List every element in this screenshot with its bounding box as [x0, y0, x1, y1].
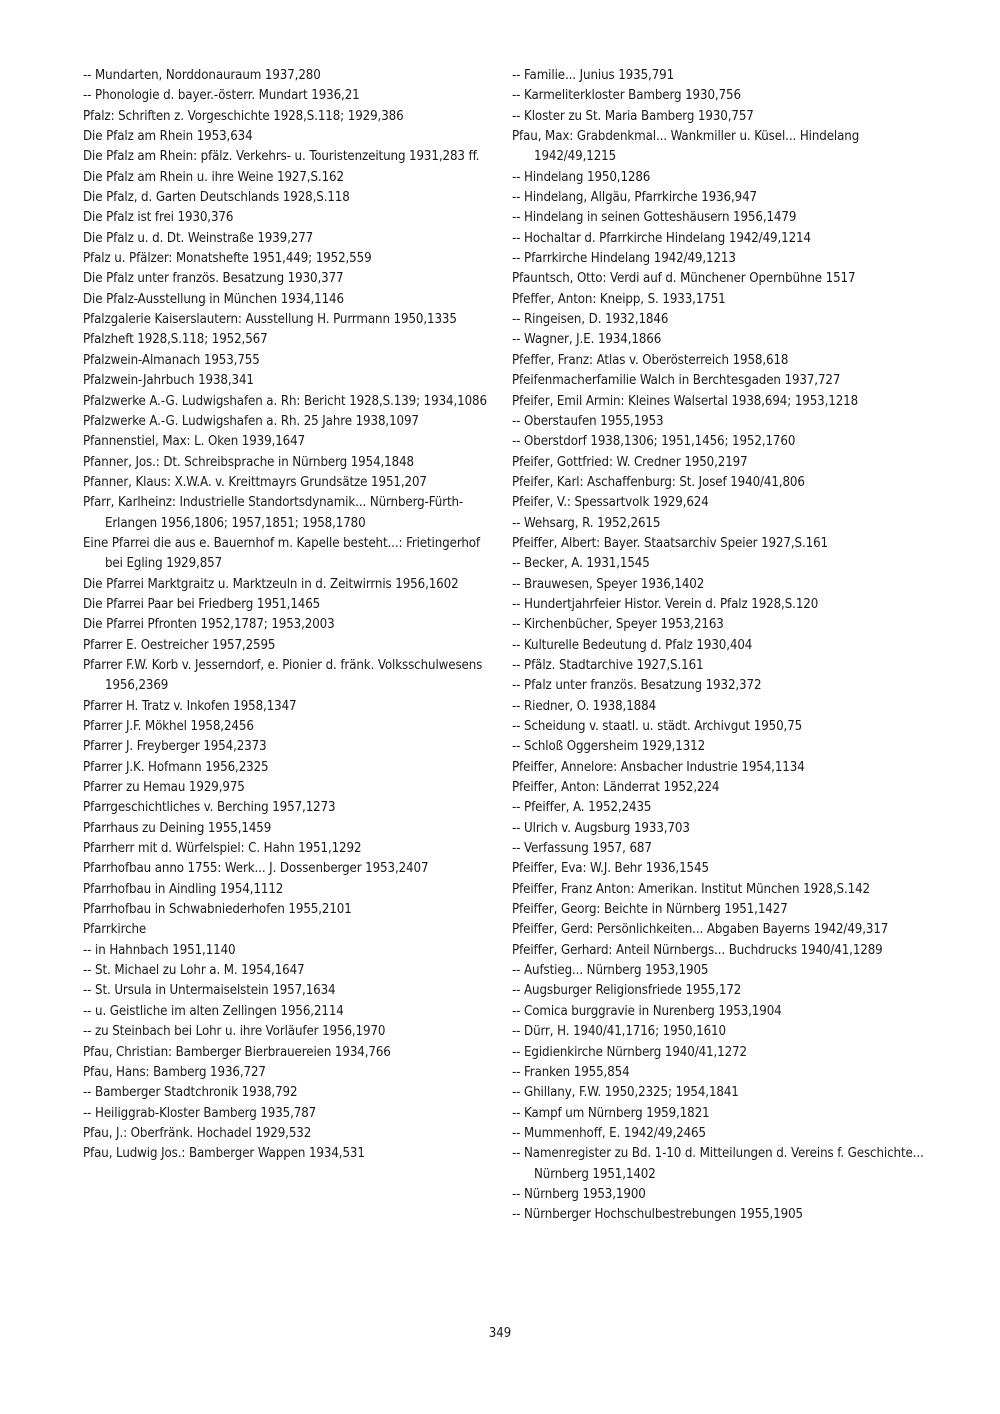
index-entry: -- zu Steinbach bei Lohr u. ihre Vorläufer 1956,1970: [83, 1024, 386, 1040]
index-entry: -- Kirchenbücher, Speyer 1953,2163: [512, 617, 724, 633]
index-entry: Pfeifer, Karl: Aschaffenburg: St. Josef 1940/41,806: [512, 474, 805, 490]
index-entry: Die Pfarrei Pfronten 1952,1787; 1953,2003: [83, 617, 335, 633]
index-entry: -- Egidienkirche Nürnberg 1940/41,1272: [512, 1044, 747, 1060]
index-entry: Pfanner, Klaus: X.W.A. v. Kreittmayrs Grundsätze 1951,207: [83, 474, 427, 490]
index-entry: -- Ulrich v. Augsburg 1933,703: [512, 820, 690, 836]
index-entry: -- Ringeisen, D. 1932,1846: [512, 312, 669, 328]
index-entry: -- Riedner, O. 1938,1884: [512, 698, 657, 714]
index-entry: -- Becker, A. 1931,1545: [512, 556, 650, 572]
index-entry: Pfeffer, Anton: Kneipp, S. 1933,1751: [512, 291, 726, 307]
index-entry: -- Wagner, J.E. 1934,1866: [512, 332, 662, 348]
index-entry: Pfeiffer, Annelore: Ansbacher Industrie 1954,1134: [512, 759, 805, 775]
index-entry: -- u. Geistliche im alten Zellingen 1956,2114: [83, 1003, 344, 1019]
index-entry: -- Hindelang 1950,1286: [512, 169, 651, 185]
index-entry: Die Pfalz u. d. Dt. Weinstraße 1939,277: [83, 230, 314, 246]
index-entry: Die Pfalz unter französ. Besatzung 1930,377: [83, 271, 344, 287]
index-entry: Pfau, Christian: Bamberger Bierbrauereien 1934,766: [83, 1044, 391, 1060]
index-entry: Die Pfalz am Rhein u. ihre Weine 1927,S.162: [83, 169, 344, 185]
index-entry: Pfarrherr mit d. Würfelspiel: C. Hahn 1951,1292: [83, 841, 362, 857]
index-entry: Die Pfarrei Paar bei Friedberg 1951,1465: [83, 596, 321, 612]
index-entry: -- Oberstaufen 1955,1953: [512, 413, 664, 429]
index-entry: -- St. Ursula in Untermaiselstein 1957,1634: [83, 983, 336, 999]
index-entry: Pfau, Ludwig Jos.: Bamberger Wappen 1934,531: [83, 1146, 365, 1162]
index-entry: Pfalz: Schriften z. Vorgeschichte 1928,S.118; 1929,386: [83, 108, 404, 124]
index-entry: Pfeiffer, Gerhard: Anteil Nürnbergs... Buchdrucks 1940/41,1289: [512, 942, 883, 958]
index-entry: Die Pfalz-Ausstellung in München 1934,1146: [83, 291, 344, 307]
index-entry: -- Nürnberger Hochschulbestrebungen 1955,1905: [512, 1207, 804, 1223]
index-entry: -- Bamberger Stadtchronik 1938,792: [83, 1085, 298, 1101]
index-entry: -- Hochaltar d. Pfarrkirche Hindelang 1942/49,1214: [512, 230, 811, 246]
index-entry: Pfalzwerke A.-G. Ludwigshafen a. Rh: Bericht 1928,S.139; 1934,1086: [83, 393, 487, 409]
index-entry: Pfalzwerke A.-G. Ludwigshafen a. Rh. 25 Jahre 1938,1097: [83, 413, 419, 429]
index-entry: -- Kloster zu St. Maria Bamberg 1930,757: [512, 108, 754, 124]
index-entry: Pfeifer, Emil Armin: Kleines Walsertal 1938,694; 1953,1218: [512, 393, 859, 409]
index-entry: -- in Hahnbach 1951,1140: [83, 942, 236, 958]
index-entry: Pfeiffer, Georg: Beichte in Nürnberg 1951,1427: [512, 902, 788, 918]
index-entry: -- Mundarten, Norddonauraum 1937,280: [83, 68, 321, 83]
index-entry: Pfanner, Jos.: Dt. Schreibsprache in Nürnberg 1954,1848: [83, 454, 414, 470]
index-entry: -- Kampf um Nürnberg 1959,1821: [512, 1105, 710, 1121]
index-entry: Pfarrer J.K. Hofmann 1956,2325: [83, 759, 269, 775]
index-entry: -- Schloß Oggersheim 1929,1312: [512, 739, 706, 755]
index-entry: Pfarrkirche: [83, 922, 147, 938]
index-entry: Pfarrer E. Oestreicher 1957,2595: [83, 637, 276, 653]
index-entry: -- Pfälz. Stadtarchive 1927,S.161: [512, 657, 704, 673]
index-entry: Pfarrgeschichtliches v. Berching 1957,1273: [83, 800, 336, 816]
index-entry: -- Ghillany, F.W. 1950,2325; 1954,1841: [512, 1085, 739, 1101]
index-entry: -- Hundertjahrfeier Histor. Verein d. Pfalz 1928,S.120: [512, 596, 819, 612]
index-entry: Pfalzwein-Almanach 1953,755: [83, 352, 260, 368]
index-entry: Pfeifenmacherfamilie Walch in Berchtesgaden 1937,727: [512, 373, 841, 389]
index-entry: Pfau, J.: Oberfränk. Hochadel 1929,532: [83, 1125, 312, 1141]
index-entry: -- Pfarrkirche Hindelang 1942/49,1213: [512, 251, 736, 267]
index-entry: Die Pfarrei Marktgraitz u. Marktzeuln in d. Zeitwirrnis 1956,1602: [83, 576, 459, 592]
index-entry: -- Pfeiffer, A. 1952,2435: [512, 800, 652, 816]
index-entry: Pfarrhofbau anno 1755: Werk... J. Dossenberger 1953,2407: [83, 861, 429, 877]
index-entry: -- Kulturelle Bedeutung d. Pfalz 1930,404: [512, 637, 753, 653]
index-entry: Pfarrhofbau in Schwabniederhofen 1955,2101: [83, 902, 352, 918]
index-entry: Pfarrer J.F. Mökhel 1958,2456: [83, 719, 254, 734]
index-entry: -- Dürr, H. 1940/41,1716; 1950,1610: [512, 1024, 726, 1040]
index-entry: Pfau, Hans: Bamberg 1936,727: [83, 1064, 266, 1080]
index-entry: Pfeiffer, Gerd: Persönlichkeiten... Abgaben Bayerns 1942/49,317: [512, 922, 889, 938]
index-entry: -- Wehsarg, R. 1952,2615: [512, 515, 661, 531]
index-entry: Pfannenstiel, Max: L. Oken 1939,1647: [83, 434, 306, 450]
index-entry: -- Heiliggrab-Kloster Bamberg 1935,787: [83, 1105, 317, 1121]
index-entry: Pfarrhofbau in Aindling 1954,1112: [83, 881, 284, 897]
index-entry: -- Oberstdorf 1938,1306; 1951,1456; 1952,1760: [512, 434, 796, 450]
index-entry: Pfeiffer, Anton: Länderrat 1952,224: [512, 780, 720, 796]
index-entry: -- Scheidung v. staatl. u. städt. Archivgut 1950,75: [512, 719, 803, 734]
index-column-left: [83, 66, 493, 1165]
index-entry: Pfarrer F.W. Korb v. Jesserndorf, e. Pionier d. fränk. Volksschulwesens 1956,2369: [83, 657, 483, 694]
index-entry: -- St. Michael zu Lohr a. M. 1954,1647: [83, 963, 305, 979]
index-entry: -- Franken 1955,854: [512, 1064, 630, 1080]
index-entry: Pfeffer, Franz: Atlas v. Oberösterreich 1958,618: [512, 352, 789, 368]
index-entry: -- Hindelang in seinen Gotteshäusern 1956,1479: [512, 210, 797, 226]
index-entry: Pfarrer H. Tratz v. Inkofen 1958,1347: [83, 698, 297, 714]
index-entry: Pfeiffer, Eva: W.J. Behr 1936,1545: [512, 861, 709, 877]
index-entry: Pfarrhaus zu Deining 1955,1459: [83, 820, 272, 836]
index-entry: -- Namenregister zu Bd. 1-10 d. Mitteilungen d. Vereins f. Geschichte... Nürnberg 1951,1402: [512, 1146, 924, 1182]
index-entry: -- Augsburger Religionsfriede 1955,172: [512, 983, 742, 999]
index-entry: Die Pfalz ist frei 1930,376: [83, 210, 234, 226]
index-entry: Pfeiffer, Albert: Bayer. Staatsarchiv Speier 1927,S.161: [512, 535, 828, 551]
index-entry: -- Pfalz unter französ. Besatzung 1932,372: [512, 678, 762, 694]
index-entry: Die Pfalz am Rhein: pfälz. Verkehrs- u. Touristenzeitung 1931,283 ff.: [83, 149, 480, 165]
index-entry: -- Aufstieg... Nürnberg 1953,1905: [512, 963, 709, 979]
index-entry: -- Familie... Junius 1935,791: [512, 68, 675, 83]
index-entry: Pfarrer zu Hemau 1929,975: [83, 780, 245, 796]
index-entry: Pfarrer J. Freyberger 1954,2373: [83, 739, 267, 755]
index-entry: Pfalzheft 1928,S.118; 1952,567: [83, 332, 268, 348]
index-entry: Pfeifer, Gottfried: W. Credner 1950,2197: [512, 454, 748, 470]
index-entry: Pfeiffer, Franz Anton: Amerikan. Institut München 1928,S.142: [512, 881, 870, 897]
index-entry: -- Verfassung 1957, 687: [512, 841, 652, 857]
index-entry: Pfalz u. Pfälzer: Monatshefte 1951,449; 1952,559: [83, 251, 372, 267]
index-entry: -- Phonologie d. bayer.-österr. Mundart 1936,21: [83, 88, 360, 104]
index-entry: Eine Pfarrei die aus e. Bauernhof m. Kapelle besteht...: Frietingerhof bei Egling 1929,857: [83, 535, 481, 572]
index-entry: -- Nürnberg 1953,1900: [512, 1186, 646, 1202]
index-entry: Pfalzwein-Jahrbuch 1938,341: [83, 373, 254, 389]
index-entry: -- Karmeliterkloster Bamberg 1930,756: [512, 88, 741, 104]
index-entry: Pfauntsch, Otto: Verdi auf d. Münchener Opernbühne 1517: [512, 271, 856, 287]
index-column-right: [512, 66, 927, 1226]
index-entry: Pfeifer, V.: Spessartvolk 1929,624: [512, 495, 709, 511]
index-entry: -- Mummenhoff, E. 1942/49,2465: [512, 1125, 706, 1141]
index-entry: -- Comica burggravie in Nurenberg 1953,1904: [512, 1003, 782, 1019]
index-entry: Die Pfalz, d. Garten Deutschlands 1928,S.118: [83, 190, 350, 206]
index-entry: Pfau, Max: Grabdenkmal... Wankmiller u. Küsel... Hindelang 1942/49,1215: [512, 129, 860, 165]
index-entry: Die Pfalz am Rhein 1953,634: [83, 129, 253, 145]
index-entry: -- Hindelang, Allgäu, Pfarrkirche 1936,947: [512, 190, 758, 206]
index-entry: -- Brauwesen, Speyer 1936,1402: [512, 576, 705, 592]
index-entry: Pfarr, Karlheinz: Industrielle Standortsdynamik... Nürnberg-Fürth-Erlangen 1956,1806; 1957,1851; 1958,1780: [83, 495, 464, 531]
page-number: 349: [488, 1326, 512, 1341]
index-entry: Pfalzgalerie Kaiserslautern: Ausstellung H. Purrmann 1950,1335: [83, 312, 457, 328]
